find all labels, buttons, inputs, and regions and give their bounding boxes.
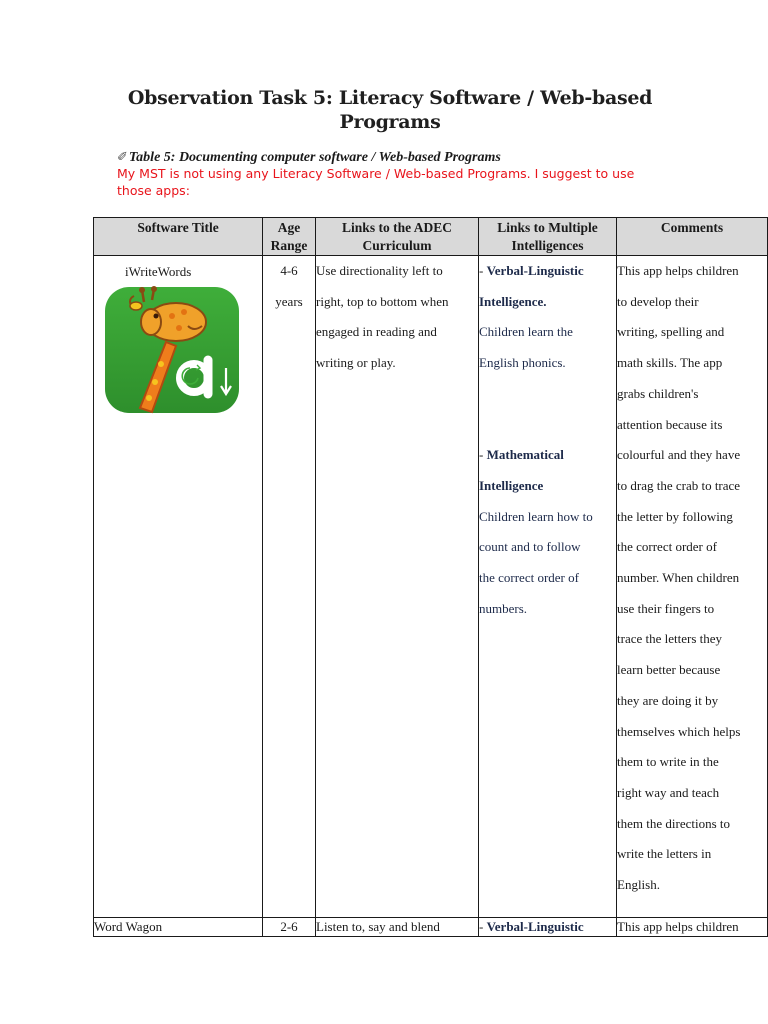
table-caption [117,149,501,166]
mi-links-cell [479,918,617,937]
spacer [479,379,616,410]
pencil-icon: ✐ [117,149,128,164]
comment-line: to develop their [617,293,699,309]
adec-line: engaged in reading and [316,324,437,340]
comments-cell: This app helps children [617,918,768,937]
comment-line: number. When children [617,570,740,586]
mi-math-line: numbers. [479,600,528,616]
software-table [93,217,768,937]
mi-math-line: Children learn how to [479,508,593,524]
mi-math-line: the correct order of [479,570,579,585]
adec-links-cell [316,256,479,918]
comment-line: the correct order of [617,539,717,555]
comments-cell [617,256,768,918]
comment-line: writing, spelling and [617,324,725,340]
software-title-cell: Word Wagon [94,918,263,937]
title-line-2: Programs [339,111,441,133]
table-row [94,918,768,937]
table-header-row [94,218,768,256]
header-software-title: Software Title [94,218,263,256]
comment-line: they are doing it by [617,692,719,708]
adec-line: writing or play. [316,355,396,371]
page-title [100,86,680,134]
age-range-cell: 2-6 [263,918,316,937]
header-comments: Comments [617,218,768,256]
age-value: 4-6 [280,263,298,278]
comment-line: right way and teach [617,784,720,800]
mi-verbal-line: Children learn the [479,324,573,340]
header-mi-links: Links to Multiple Intelligences [479,218,617,256]
comment-line: themselves which helps [617,723,741,739]
mi-verbal-heading [479,256,616,287]
comment-line: attention because its [617,416,723,432]
spacer [479,410,616,441]
header-adec-links: Links to the ADEC Curriculum [316,218,479,256]
mi-verbal-title: Verbal-Linguistic [486,263,584,278]
mi-links-cell [479,256,617,918]
dash: - [479,263,487,278]
comment-line: them to write in the [617,754,719,770]
comment-line: learn better because [617,662,721,678]
comment-line: write the letters in [617,846,712,862]
mi-verbal-line: English phonics. [479,355,566,371]
comment-line: English. [617,877,660,893]
mi-verbal-title: Verbal-Linguistic [486,919,584,934]
app-name: iWriteWords [125,264,192,279]
comment-line: colourful and they have [617,447,741,463]
mi-math-title-2: Intelligence [479,477,544,493]
mi-math-line: count and to follow [479,539,581,555]
adec-links-cell: Listen to, say and blend [316,918,479,937]
mst-note: My MST is not using any Literacy Software / Web-based Programs. I suggest to use those apps: [117,166,635,198]
age-range-cell [263,256,316,918]
giraffe-letter-a-app-icon [104,286,240,414]
comment-line: math skills. The app [617,355,723,371]
adec-line: right, top to bottom when [316,293,449,309]
table-row [94,256,768,918]
comment-line: the letter by following [617,508,733,524]
software-title-cell [94,256,263,918]
header-age-range: Age Range [263,218,316,256]
adec-line: Use directionality left to [316,263,443,278]
mi-math-title: Mathematical [486,447,564,463]
dash: - [479,447,487,463]
title-line-1: Observation Task 5: Literacy Software / Web-based [127,87,653,109]
comment-line: trace the letters they [617,631,723,647]
caption-text: Table 5: Documenting computer software / Web-based Programs [128,150,501,165]
comment-line: them the directions to [617,815,731,831]
comment-line: This app helps children [617,263,739,278]
dash: - [479,919,487,934]
comment-line: grabs children's [617,385,699,401]
age-unit: years [275,293,303,309]
mi-math-heading [479,440,616,471]
comment-line: use their fingers to [617,600,715,616]
comment-line: to drag the crab to trace [617,477,741,493]
mi-verbal-title-2: Intelligence. [479,293,547,309]
